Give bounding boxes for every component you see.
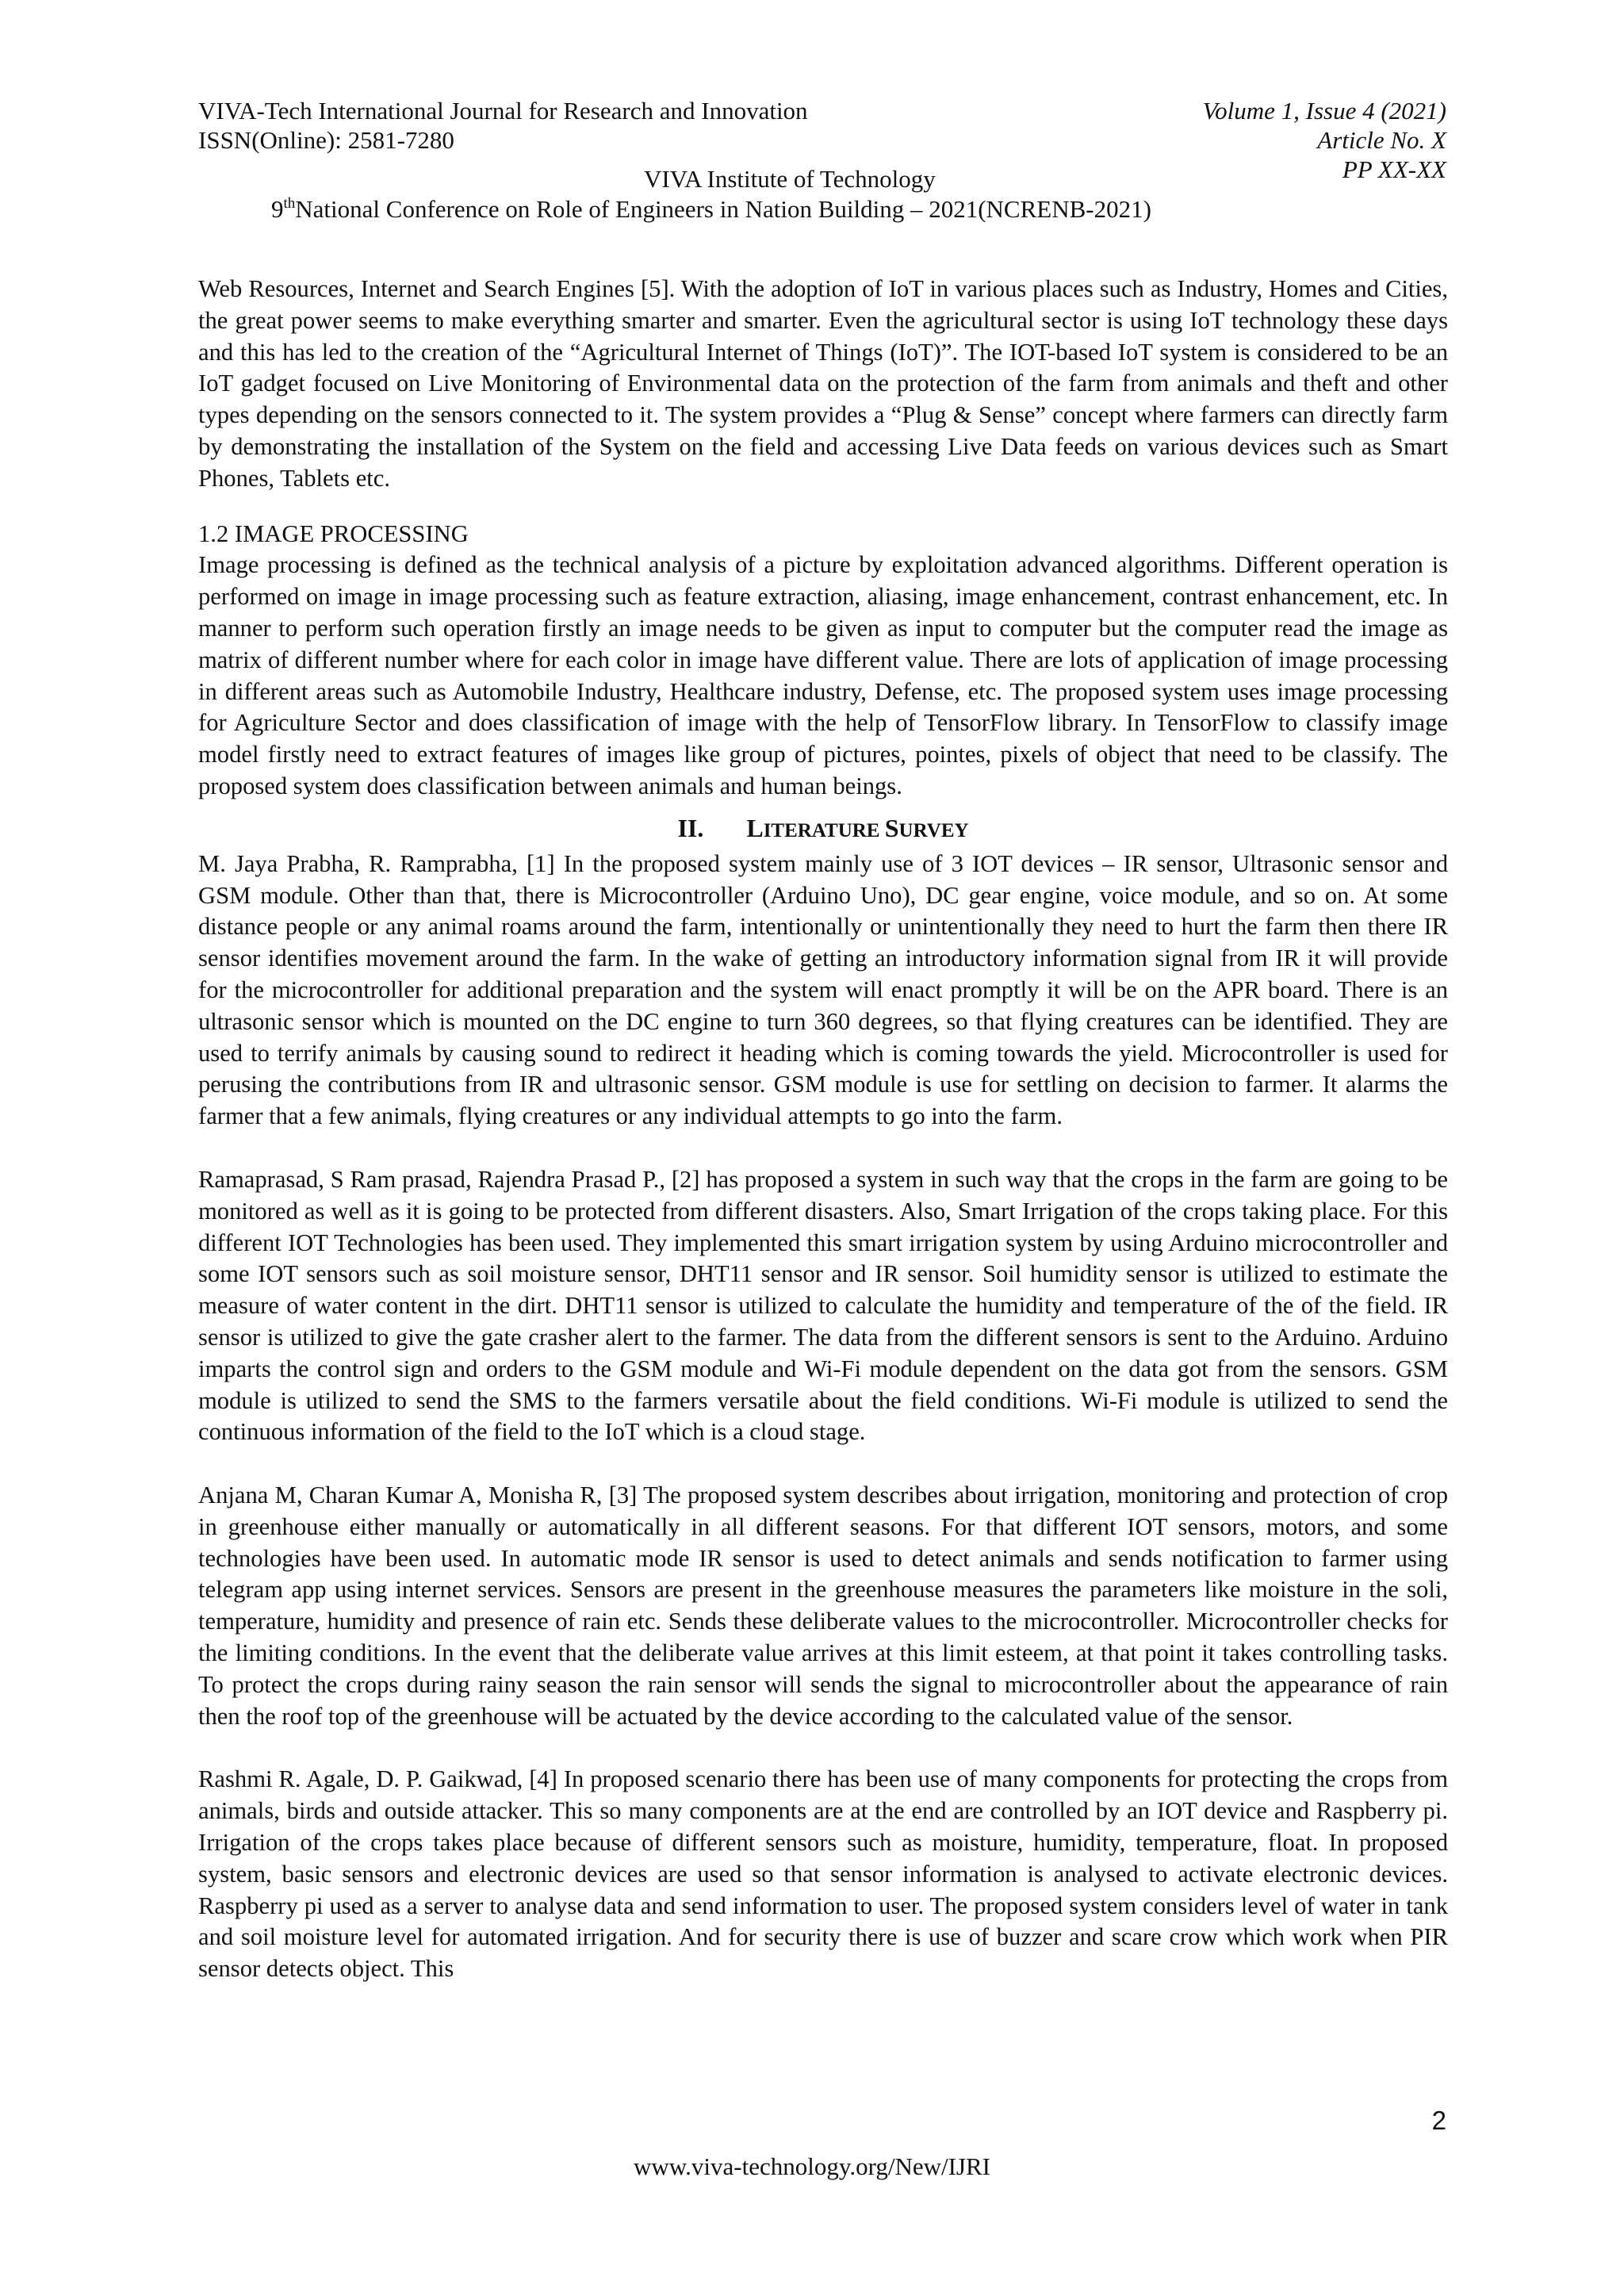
conference-ordinal: th — [283, 195, 296, 212]
page-range: PP XX-XX — [1342, 155, 1446, 183]
journal-title: VIVA-Tech International Journal for Research and Innovation — [198, 97, 808, 125]
section-title-letter-1: L — [746, 813, 764, 842]
section-number: II. — [677, 813, 704, 842]
header-left — [198, 96, 808, 155]
image-processing-heading: 1.2 IMAGE PROCESSING — [198, 519, 469, 547]
literature-paragraph-4: Rashmi R. Agale, D. P. Gaikwad, [4] In proposed scenario there has been use of many components for protecting the crops from animals, birds and outside attacker. This so many components are at the end are controlled by an IOT device and Raspberry pi. Irrigation of the crops takes place because of different sensors such as moisture, humidity, temperature, float. In proposed system, basic sensors and electronic devices are used so that sensor information is analysed to activate electronic devices. Raspberry pi used as a server to analyse data and send information to user. The proposed system considers level of water in tank and soil moisture level for automated irrigation. And for security there is use of buzzer and scare crow which work when PIR sensor detects object. This — [198, 1765, 1448, 1983]
section-title-rest-2: URVEY — [898, 819, 969, 841]
section-heading-literature-survey — [198, 811, 1448, 849]
conference-name — [271, 195, 1151, 224]
literature-paragraph-3: Anjana M, Charan Kumar A, Monisha R, [3] The proposed system describes about irrigation, monitoring and protection of crop in greenhouse either manually or automatically in all different seasons. For that different IOT sensors, motors, and some technologies have been used. In automatic mode IR sensor is used to detect animals and sends notification to farmer using telegram app using internet services. Sensors are present in the greenhouse measures the parameters like moisture in the soli, temperature, humidity and presence of rain etc. Sends these deliberate values to the microcontroller. Microcontroller checks for the limiting conditions. In the event that the deliberate value arrives at this limit esteem, at that point it takes controlling tasks. To protect the crops during rainy season the rain sensor will sends the signal to microcontroller about the appearance of rain then the roof top of the greenhouse will be actuated by the device according to the calculated value of the sensor. — [198, 1481, 1448, 1730]
header-right — [1203, 96, 1446, 184]
literature-paragraph-1: M. Jaya Prabha, R. Ramprabha, [1] In the proposed system mainly use of 3 IOT devices – IR sensor, Ultrasonic sensor and GSM module. Other than that, there is Microcontroller (Arduino Uno), DC gear engine, voice module, and so on. At some distance people or any animal roams around the farm, intentionally or unintentionally they need to hurt the farm then there IR sensor identifies movement around the farm. In the wake of getting an introductory information signal from IR it will provide for the microcontroller for additional preparation and the system will enact promptly it will be on the APR board. There is an ultrasonic sensor which is mounted on the DC engine to turn 360 degrees, so that flying creatures can be identified. They are used to terrify animals by causing sound to redirect it heading which is coming towards the yield. Microcontroller is used for perusing the contributions from IR and ultrasonic sensor. GSM module is use for settling on decision to farmer. It alarms the farmer that a few animals, flying creatures or any individual attempts to go into the farm. — [198, 849, 1448, 1130]
section-title-rest-1: ITERATURE — [763, 819, 885, 841]
section-title-letter-2: S — [884, 813, 899, 842]
conference-title: National Conference on Role of Engineers in Nation Building – 2021(NCRENB-2021) — [295, 195, 1151, 223]
page-body — [198, 274, 1448, 1985]
literature-paragraph-2: Ramaprasad, S Ram prasad, Rajendra Prasad P., [2] has proposed a system in such way that the crops in the farm are going to be monitored as well as it is going to be protected from different disasters. Also, Smart Irrigation of the crops taking place. For this different IOT Technologies has been used. They implemented this smart irrigation system by using Arduino microcontroller and some IOT sensors such as soil moisture sensor, DHT11 sensor and IR sensor. Soil humidity sensor is utilized to estimate the measure of water content in the dirt. DHT11 sensor is utilized to calculate the humidity and temperature of the of the field. IR sensor is utilized to give the gate crasher alert to the farmer. The data from the different sensors is sent to the Arduino. Arduino imparts the control sign and orders to the GSM module and Wi-Fi module dependent on the data got from the sensors. GSM module is utilized to send the SMS to the farmers versatile about the field conditions. Wi-Fi module is utilized to send the continuous information of the field to the IoT which is a cloud stage. — [198, 1165, 1448, 1446]
article-number: Article No. X — [1317, 126, 1446, 154]
page-number: 2 — [1431, 2106, 1446, 2135]
footer-url: www.viva-technology.org/New/IJRI — [634, 2152, 990, 2180]
conference-number: 9 — [271, 195, 284, 223]
volume-issue: Volume 1, Issue 4 (2021) — [1202, 97, 1446, 125]
issn: ISSN(Online): 2581-7280 — [198, 126, 454, 154]
intro-paragraph: Web Resources, Internet and Search Engines [5]. With the adoption of IoT in various places such as Industry, Homes and Cities, the great power seems to make everything smarter and smarter. Even the agricultural sector is using IoT technology these days and this has led to the creation of the “Agricultural Internet of Things (IoT)”. The IOT-based IoT system is considered to be an IoT gadget focused on Live Monitoring of Environmental data on the protection of the farm from animals and theft and other types depending on the sensors connected to it. The system provides a “Plug & Sense” concept where farmers can directly farm by demonstrating the installation of the System on the field and accessing Live Data feeds on various devices such as Smart Phones, Tablets etc. — [198, 275, 1448, 492]
image-processing-paragraph: Image processing is defined as the technical analysis of a picture by exploitation advanced algorithms. Different operation is performed on image in image processing such as feature extraction, aliasing, image enhancement, contrast enhancement, etc. In manner to perform such operation firstly an image needs to be given as input to computer but the computer read the image as matrix of different number where for each color in image have different value. There are lots of application of image processing in different areas such as Automobile Industry, Healthcare industry, Defense, etc. The proposed system uses image processing for Agriculture Sector and does classification of image with the help of TensorFlow library. In TensorFlow to classify image model firstly need to extract features of images like group of pictures, pointes, pixels of object that need to be classify. The proposed system does classification between animals and human beings. — [198, 551, 1448, 799]
institute-name: VIVA Institute of Technology — [644, 165, 936, 193]
